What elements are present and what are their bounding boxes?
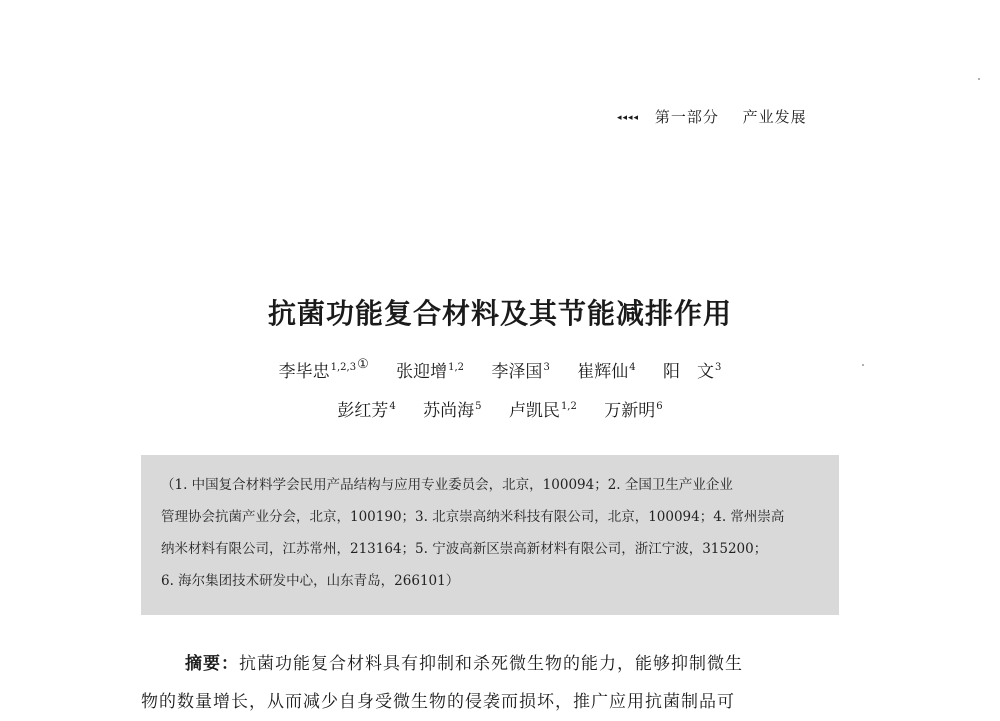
header-markers: ◂◂◂◂: [617, 113, 640, 123]
header-section: 第一部分: [654, 108, 719, 126]
scan-speck: [862, 364, 864, 366]
abstract: [141, 645, 841, 721]
author-name: 卢凯民: [508, 401, 560, 421]
author-affil-number: 3: [715, 362, 722, 373]
author: [577, 357, 635, 382]
author-affil-number: 5: [475, 401, 482, 412]
author-list-row-2: [0, 396, 1000, 421]
author: [491, 357, 549, 382]
paper-title: 抗菌功能复合材料及其节能减排作用: [267, 297, 732, 330]
affiliation-line: （1. 中国复合材料学会民用产品结构与应用专业委员会，北京，100094；2. 全国卫生产业企业: [161, 477, 733, 493]
author-affil-number: 6: [656, 401, 663, 412]
abstract-line: 物的数量增长，从而减少自身受微生物的侵袭而损坏，推广应用抗菌制品可: [141, 692, 735, 712]
author-name: 苏尚海: [423, 401, 475, 421]
author-name: 崔辉仙: [577, 362, 629, 382]
author: [396, 357, 464, 382]
author-affil-number: 3: [543, 362, 550, 373]
author-affil-number: 1,2,3: [330, 362, 357, 373]
author-name: 彭红芳: [337, 401, 389, 421]
author-name: 万新明: [604, 401, 656, 421]
author-name: 李泽国: [491, 362, 543, 382]
author-name: 张迎增: [396, 362, 448, 382]
author-footnote-mark: ①: [357, 357, 369, 372]
author: [423, 396, 481, 421]
scan-speck: [978, 78, 980, 80]
affiliation-line: 管理协会抗菌产业分会，北京，100190；3. 北京崇高纳米科技有限公司，北京，100094；4. 常州崇高: [161, 509, 785, 525]
author-list-row-1: [0, 357, 1000, 382]
author-affil-number: 4: [629, 362, 636, 373]
author: [337, 396, 395, 421]
author: [604, 396, 662, 421]
running-header: [617, 106, 807, 127]
author-affil-number: 1,2: [448, 362, 465, 373]
affiliations-box: [141, 455, 839, 615]
affiliation-line: 6. 海尔集团技术研发中心，山东青岛，266101）: [161, 573, 460, 589]
author-affil-number: 4: [389, 401, 396, 412]
author: [279, 357, 369, 382]
author: [509, 396, 577, 421]
abstract-label: 摘要：: [185, 654, 239, 674]
abstract-line: [141, 645, 841, 683]
author-affil-number: 1,2: [560, 401, 577, 412]
author: [663, 357, 721, 382]
author-name: 阳 文: [663, 362, 714, 382]
author-name: 李毕忠: [278, 362, 330, 382]
header-topic: 产业发展: [742, 108, 807, 126]
affiliation-line: 纳米材料有限公司，江苏常州，213164；5. 宁波高新区崇高新材料有限公司，浙江宁波，315200；: [161, 541, 768, 557]
abstract-text: 抗菌功能复合材料具有抑制和杀死微生物的能力，能够抑制微生: [239, 654, 743, 674]
